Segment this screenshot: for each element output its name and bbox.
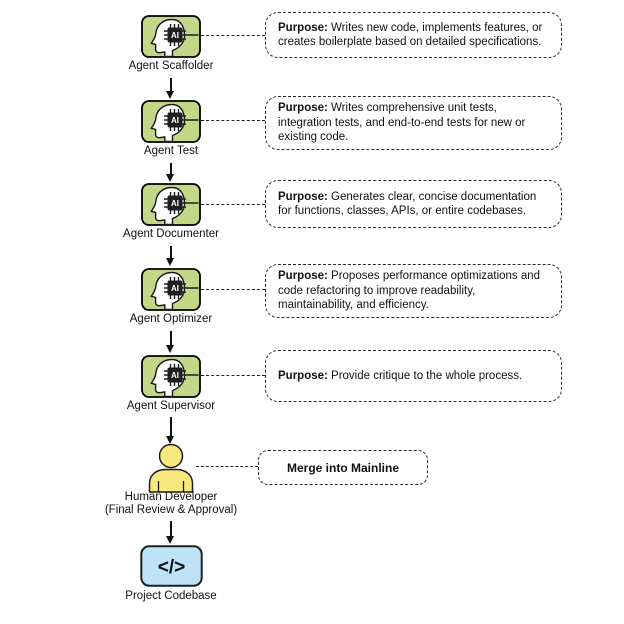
agent-test-icon [141,100,201,143]
ai-head-chip-icon [141,355,201,398]
purpose-box-optimizer [265,264,562,318]
project-codebase-label: Project Codebase [125,590,217,602]
purpose-text: Writes new code, implements features, or creates boilerplate based on detailed specifications. [278,21,543,48]
svg-text:AI: AI [171,116,179,125]
connector-dash [201,375,265,376]
connector-dash [196,466,258,467]
purpose-box-documenter [265,180,562,228]
connector-dash [201,120,265,121]
flow-arrow [170,78,172,91]
svg-text:AI: AI [171,284,179,293]
purpose-text: Proposes performance optimizations and code refactoring to improve readability, maintainability, and efficiency. [278,270,541,311]
agent-documenter-label: Agent Documenter [123,228,219,240]
merge-into-mainline-box [258,450,428,485]
agent-test-label: Agent Test [143,145,199,157]
purpose-label: Purpose: [278,102,328,114]
ai-head-chip-icon [141,183,201,226]
purpose-box-scaffolder [265,12,562,58]
human-developer-label: Human Developer [124,491,218,503]
ai-head-chip-icon [141,268,201,311]
flow-arrow [170,521,172,536]
agent-scaffolder-icon [141,15,201,58]
flow-arrow [170,331,172,345]
purpose-box-supervisor [265,350,562,402]
purpose-label: Purpose: [278,190,328,203]
human-developer-sublabel: (Final Review & Approval) [104,504,238,516]
agent-optimizer-icon [141,268,201,311]
purpose-text: Generates clear, concise documentation for functions, classes, APIs, or entire codebases. [278,190,537,217]
purpose-text: Writes comprehensive unit tests, integration tests, and end-to-end tests for new or existing code. [278,102,526,143]
connector-dash [201,289,265,290]
svg-text:AI: AI [171,199,179,208]
merge-note-text: Merge into Mainline [286,460,399,475]
agent-scaffolder-label: Agent Scaffolder [128,60,214,72]
purpose-box-test [265,96,562,150]
ai-head-chip-icon [141,100,201,143]
project-codebase-icon [140,545,203,587]
agent-supervisor-label: Agent Supervisor [126,400,216,412]
connector-dash [201,204,265,205]
flow-arrow [170,417,172,436]
svg-text:AI: AI [171,31,179,40]
code-icon [140,545,203,587]
flow-arrow [170,163,172,174]
person-icon [145,443,197,493]
human-developer-icon [145,443,197,493]
svg-text:</>: </> [157,557,186,578]
connector-dash [201,35,265,36]
purpose-label: Purpose: [278,270,328,282]
agent-documenter-icon [141,183,201,226]
purpose-label: Purpose: [278,369,328,382]
agent-optimizer-label: Agent Optimizer [129,313,213,325]
purpose-label: Purpose: [278,21,328,34]
flow-arrow [170,246,172,258]
svg-text:AI: AI [171,371,179,380]
ai-head-chip-icon [141,15,201,58]
agent-supervisor-icon [141,355,201,398]
purpose-text: Provide critique to the whole process. [327,369,523,382]
